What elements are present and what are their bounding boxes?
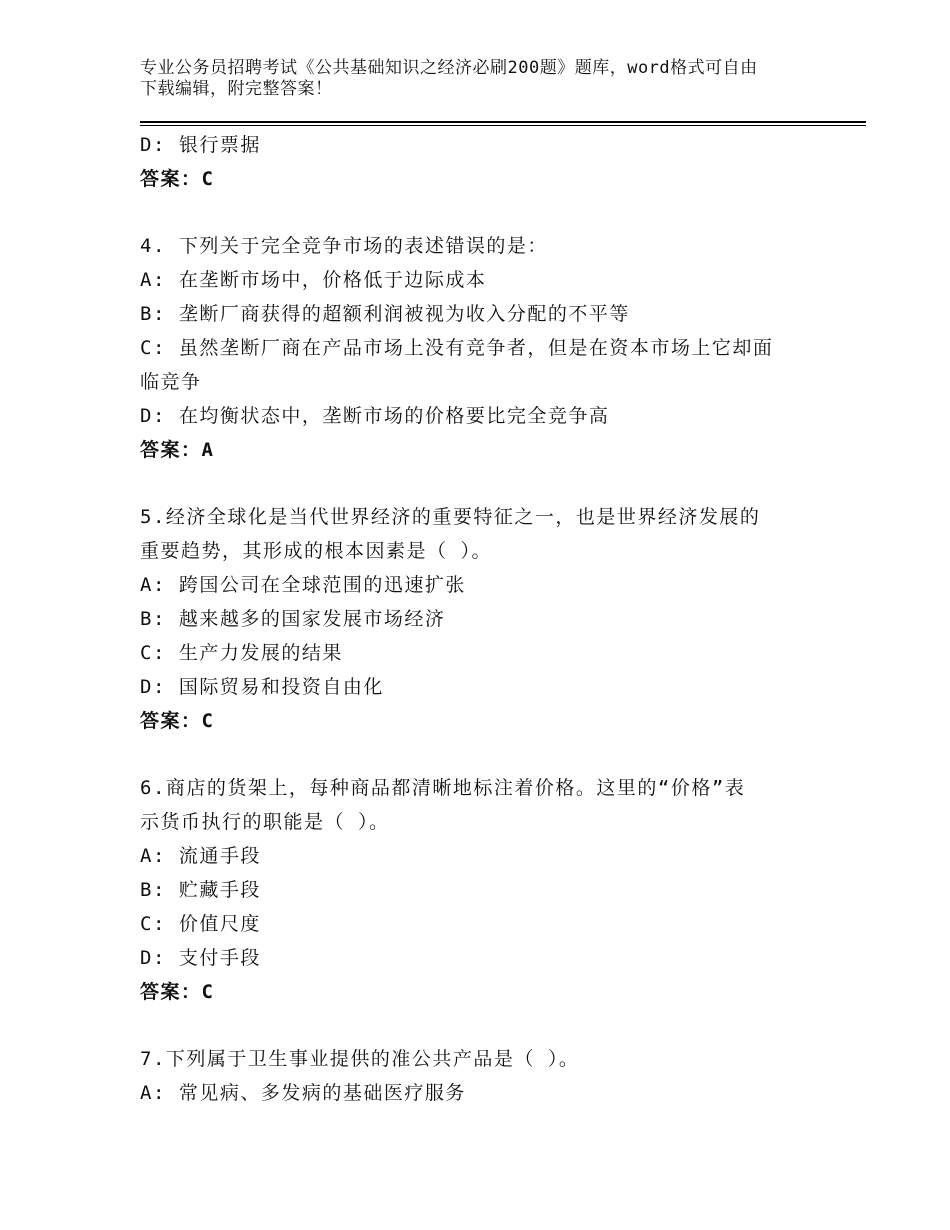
q5-option-d: D: 国际贸易和投资自由化 xyxy=(140,676,384,698)
q4-answer: 答案：A xyxy=(140,439,215,461)
q5-question-line-2: 重要趋势，其形成的根本因素是（ ）。 xyxy=(140,540,492,562)
q4-option-c-line-2: 临竞争 xyxy=(140,371,202,393)
question-content xyxy=(140,128,820,1110)
q7-question: 7.下列属于卫生事业提供的准公共产品是（ ）。 xyxy=(140,1048,580,1070)
q5-option-b: B: 越来越多的国家发展市场经济 xyxy=(140,608,446,630)
header-line-2: 下载编辑，附完整答案！ xyxy=(140,79,333,99)
spacer xyxy=(140,1009,820,1042)
q5-question-line-1: 5.经济全球化是当代世界经济的重要特征之一，也是世界经济发展的 xyxy=(140,506,761,528)
spacer xyxy=(140,738,820,771)
q6-option-c: C: 价值尺度 xyxy=(140,913,261,935)
q7-option-a: A: 常见病、多发病的基础医疗服务 xyxy=(140,1082,466,1104)
page-header xyxy=(140,58,820,100)
header-rule-thin xyxy=(140,125,866,126)
spacer xyxy=(140,196,820,229)
q4-option-d: D: 在均衡状态中，垄断市场的价格要比完全竞争高 xyxy=(140,405,610,427)
header-line-1: 专业公务员招聘考试《公共基础知识之经济必刷200题》题库，word格式可自由 xyxy=(140,58,758,78)
q4-option-b: B: 垄断厂商获得的超额利润被视为收入分配的不平等 xyxy=(140,303,630,325)
q3-answer: 答案：C xyxy=(140,168,215,190)
q5-option-c: C: 生产力发展的结果 xyxy=(140,642,343,664)
q3-option-d: D: 银行票据 xyxy=(140,134,261,156)
header-rule-thick xyxy=(140,121,866,123)
q6-option-d: D: 支付手段 xyxy=(140,947,261,969)
q6-option-a: A: 流通手段 xyxy=(140,845,261,867)
spacer xyxy=(140,467,820,500)
q6-option-b: B: 贮藏手段 xyxy=(140,879,261,901)
q5-answer: 答案：C xyxy=(140,710,215,732)
q6-question-line-1: 6.商店的货架上，每种商品都清晰地标注着价格。这里的“价格”表 xyxy=(140,777,746,799)
q5-option-a: A: 跨国公司在全球范围的迅速扩张 xyxy=(140,574,466,596)
q6-question-line-2: 示货币执行的职能是（ ）。 xyxy=(140,811,390,833)
q4-option-c-line-1: C: 虽然垄断厂商在产品市场上没有竞争者，但是在资本市场上它却面 xyxy=(140,337,774,359)
q4-option-a: A: 在垄断市场中，价格低于边际成本 xyxy=(140,269,487,291)
q4-question: 4. 下列关于完全竞争市场的表述错误的是： xyxy=(140,235,548,257)
q6-answer: 答案：C xyxy=(140,981,215,1003)
